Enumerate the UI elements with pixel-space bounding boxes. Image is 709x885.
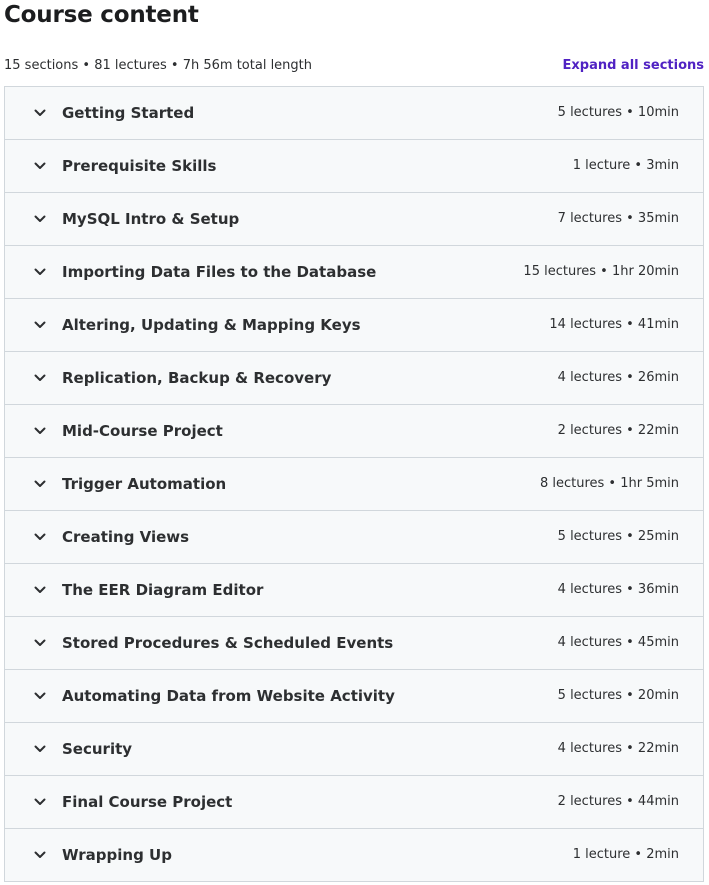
chevron-down-icon[interactable] bbox=[33, 743, 47, 755]
chevron-down-icon[interactable] bbox=[33, 637, 47, 649]
chevron-down-icon[interactable] bbox=[33, 107, 47, 119]
section-meta: 8 lectures • 1hr 5min bbox=[539, 476, 679, 491]
section-meta: 14 lectures • 41min bbox=[549, 317, 679, 332]
section-list bbox=[4, 86, 704, 882]
chevron-down-icon[interactable] bbox=[33, 690, 47, 702]
section-meta: 4 lectures • 26min bbox=[557, 370, 679, 385]
section-title: Creating Views bbox=[62, 528, 190, 546]
section-row[interactable] bbox=[4, 87, 704, 140]
chevron-down-icon[interactable] bbox=[33, 160, 47, 172]
section-meta: 4 lectures • 45min bbox=[557, 635, 679, 650]
page-title: Course content bbox=[4, 2, 199, 28]
section-title: Altering, Updating & Mapping Keys bbox=[62, 316, 361, 334]
chevron-down-icon[interactable] bbox=[33, 531, 47, 543]
section-title: Trigger Automation bbox=[62, 475, 227, 493]
section-row[interactable] bbox=[4, 670, 704, 723]
chevron-down-icon[interactable] bbox=[33, 425, 47, 437]
section-title: Prerequisite Skills bbox=[62, 157, 217, 175]
section-title: Security bbox=[62, 740, 133, 758]
section-meta: 1 lecture • 2min bbox=[572, 847, 679, 862]
section-title: Wrapping Up bbox=[62, 846, 172, 864]
section-row[interactable] bbox=[4, 405, 704, 458]
section-title: Automating Data from Website Activity bbox=[62, 687, 395, 705]
chevron-down-icon[interactable] bbox=[33, 266, 47, 278]
section-row[interactable] bbox=[4, 246, 704, 299]
section-row[interactable] bbox=[4, 511, 704, 564]
section-row[interactable] bbox=[4, 564, 704, 617]
chevron-down-icon[interactable] bbox=[33, 319, 47, 331]
section-meta: 15 lectures • 1hr 20min bbox=[523, 264, 679, 279]
section-meta: 5 lectures • 20min bbox=[557, 688, 679, 703]
section-title: Replication, Backup & Recovery bbox=[62, 369, 332, 387]
chevron-down-icon[interactable] bbox=[33, 584, 47, 596]
section-title: Mid-Course Project bbox=[62, 422, 223, 440]
expand-all-sections-button[interactable]: Expand all sections bbox=[562, 58, 704, 73]
chevron-down-icon[interactable] bbox=[33, 796, 47, 808]
section-meta: 1 lecture • 3min bbox=[572, 158, 679, 173]
section-row[interactable] bbox=[4, 140, 704, 193]
section-title: Stored Procedures & Scheduled Events bbox=[62, 634, 394, 652]
section-title: Importing Data Files to the Database bbox=[62, 263, 377, 281]
section-meta: 2 lectures • 22min bbox=[557, 423, 679, 438]
section-row[interactable] bbox=[4, 352, 704, 405]
section-title: Final Course Project bbox=[62, 793, 233, 811]
section-title: The EER Diagram Editor bbox=[62, 581, 264, 599]
section-meta: 7 lectures • 35min bbox=[557, 211, 679, 226]
section-row[interactable] bbox=[4, 193, 704, 246]
section-meta: 4 lectures • 22min bbox=[557, 741, 679, 756]
section-row[interactable] bbox=[4, 617, 704, 670]
chevron-down-icon[interactable] bbox=[33, 213, 47, 225]
section-row[interactable] bbox=[4, 776, 704, 829]
chevron-down-icon[interactable] bbox=[33, 478, 47, 490]
section-row[interactable] bbox=[4, 458, 704, 511]
section-row[interactable] bbox=[4, 829, 704, 882]
section-meta: 5 lectures • 10min bbox=[557, 105, 679, 120]
chevron-down-icon[interactable] bbox=[33, 372, 47, 384]
section-meta: 5 lectures • 25min bbox=[557, 529, 679, 544]
course-summary: 15 sections • 81 lectures • 7h 56m total length bbox=[4, 58, 313, 73]
section-row[interactable] bbox=[4, 723, 704, 776]
section-meta: 2 lectures • 44min bbox=[557, 794, 679, 809]
chevron-down-icon[interactable] bbox=[33, 849, 47, 861]
section-title: MySQL Intro & Setup bbox=[62, 210, 240, 228]
course-summary-bar bbox=[4, 56, 704, 76]
section-title: Getting Started bbox=[62, 104, 195, 122]
section-row[interactable] bbox=[4, 299, 704, 352]
section-meta: 4 lectures • 36min bbox=[557, 582, 679, 597]
